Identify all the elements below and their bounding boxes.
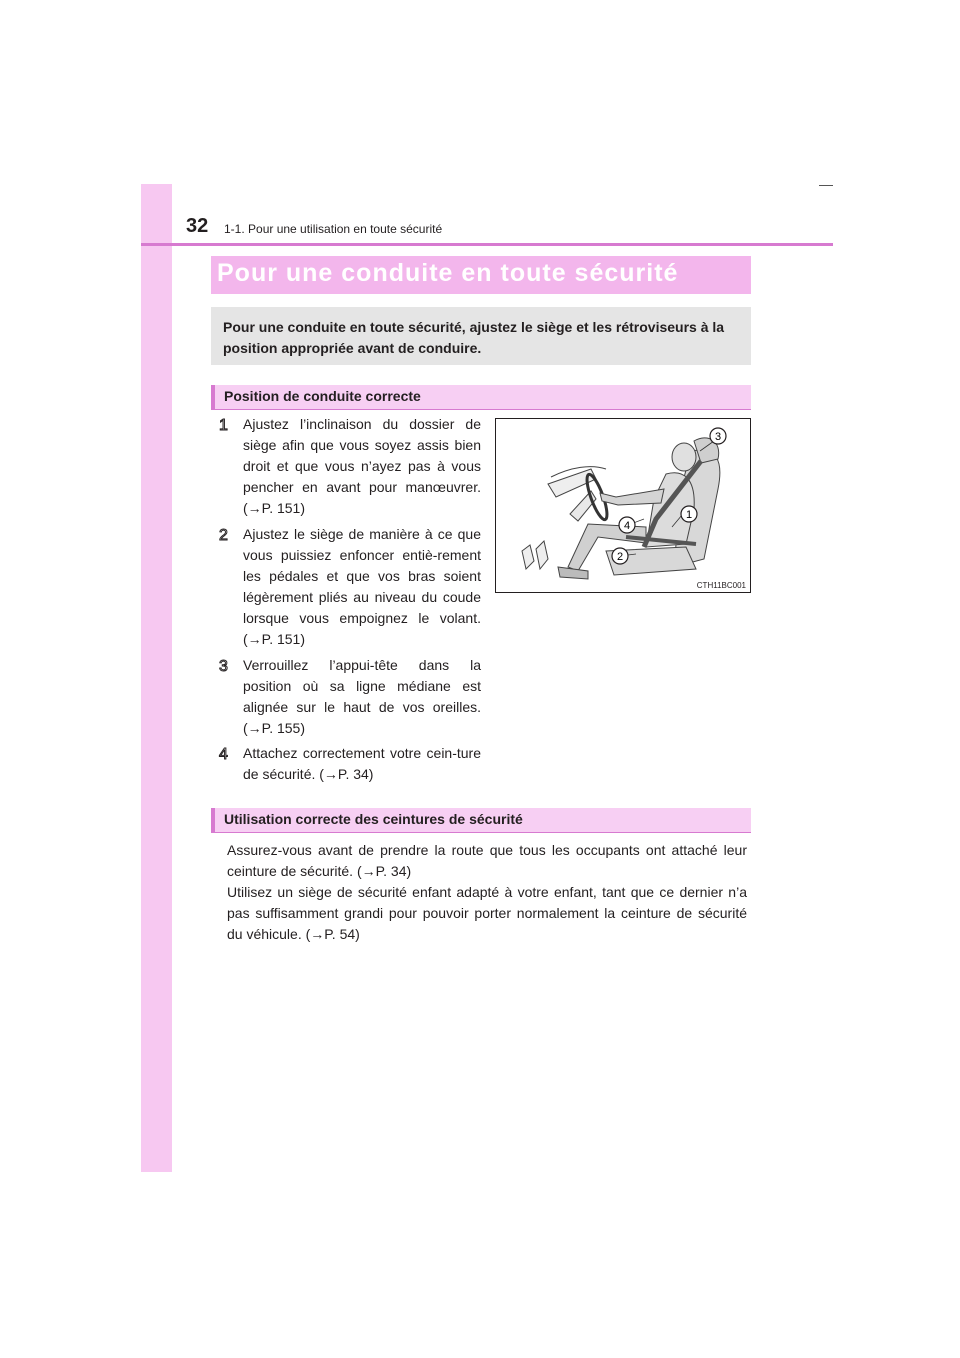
step-text-2: Ajustez le siège de manière à ce que vous puissiez enfoncer entiè-rement les pédales et que vos bras soient légèrement pliés au niveau du coude lorsque vous empoignez le volant. (→P. 151) xyxy=(243,526,481,647)
chapter-sidebar-tab xyxy=(141,184,172,1172)
driver-seat-drawing xyxy=(496,419,750,592)
callout-3 xyxy=(710,428,726,444)
callout-3-label: 3 xyxy=(714,431,722,443)
header-rule xyxy=(141,243,833,246)
section-heading-text: Utilisation correcte des ceintures de sécurité xyxy=(224,811,523,827)
step-number-1: 1 xyxy=(219,417,228,434)
page-title-bar xyxy=(211,256,751,294)
driving-position-illustration xyxy=(495,418,751,593)
body-paragraph-2: Utilisez un siège de sécurité enfant adapté à votre enfant, tant que ce dernier n’a pas suffisamment grandi pour pouvoir porter normalement la ceinture de sécurité du véhicule. (→P. 54) xyxy=(227,884,747,942)
running-head: 1-1. Pour une utilisation en toute sécurité xyxy=(224,222,443,236)
page-number: 32 xyxy=(186,215,209,237)
step-number-4: 4 xyxy=(219,746,228,763)
step-number-3: 3 xyxy=(219,658,228,675)
callout-2 xyxy=(612,548,628,564)
body-paragraph-1: Assurez-vous avant de prendre la route que tous les occupants ont attaché leur ceinture de sécurité. (→P. 34) xyxy=(227,842,747,879)
page-title: Pour une conduite en toute sécurité xyxy=(217,259,679,287)
intro-text: Pour une conduite en toute sécurité, ajustez le siège et les rétroviseurs à la position appropriée avant de conduire. xyxy=(223,319,725,356)
step-text-1: Ajustez l’inclinaison du dossier de siège afin que vous soyez assis bien droit et que vous n’ayez pas à vous pencher en avant pour manœuvrer. (→P. 151) xyxy=(243,416,481,516)
section-heading-seatbelt-use xyxy=(211,808,751,833)
section-heading-driving-position xyxy=(211,385,751,410)
callout-2-label: 2 xyxy=(616,551,624,563)
callout-1-label: 1 xyxy=(685,509,693,521)
figure-code: CTH11BC001 xyxy=(696,581,746,590)
step-text-3: Verrouillez l’appui-tête dans la position où sa ligne médiane est alignée sur le haut de vos oreilles. (→P. 155) xyxy=(243,657,481,736)
callout-1 xyxy=(681,506,697,522)
callout-4 xyxy=(619,517,635,533)
step-text-4: Attachez correctement votre cein-ture de sécurité. (→P. 34) xyxy=(243,745,481,782)
step-number-2: 2 xyxy=(219,527,228,544)
callout-4-label: 4 xyxy=(623,520,631,532)
intro-box xyxy=(211,307,751,365)
section-heading-text: Position de conduite correcte xyxy=(224,388,421,404)
crop-mark xyxy=(819,185,833,186)
